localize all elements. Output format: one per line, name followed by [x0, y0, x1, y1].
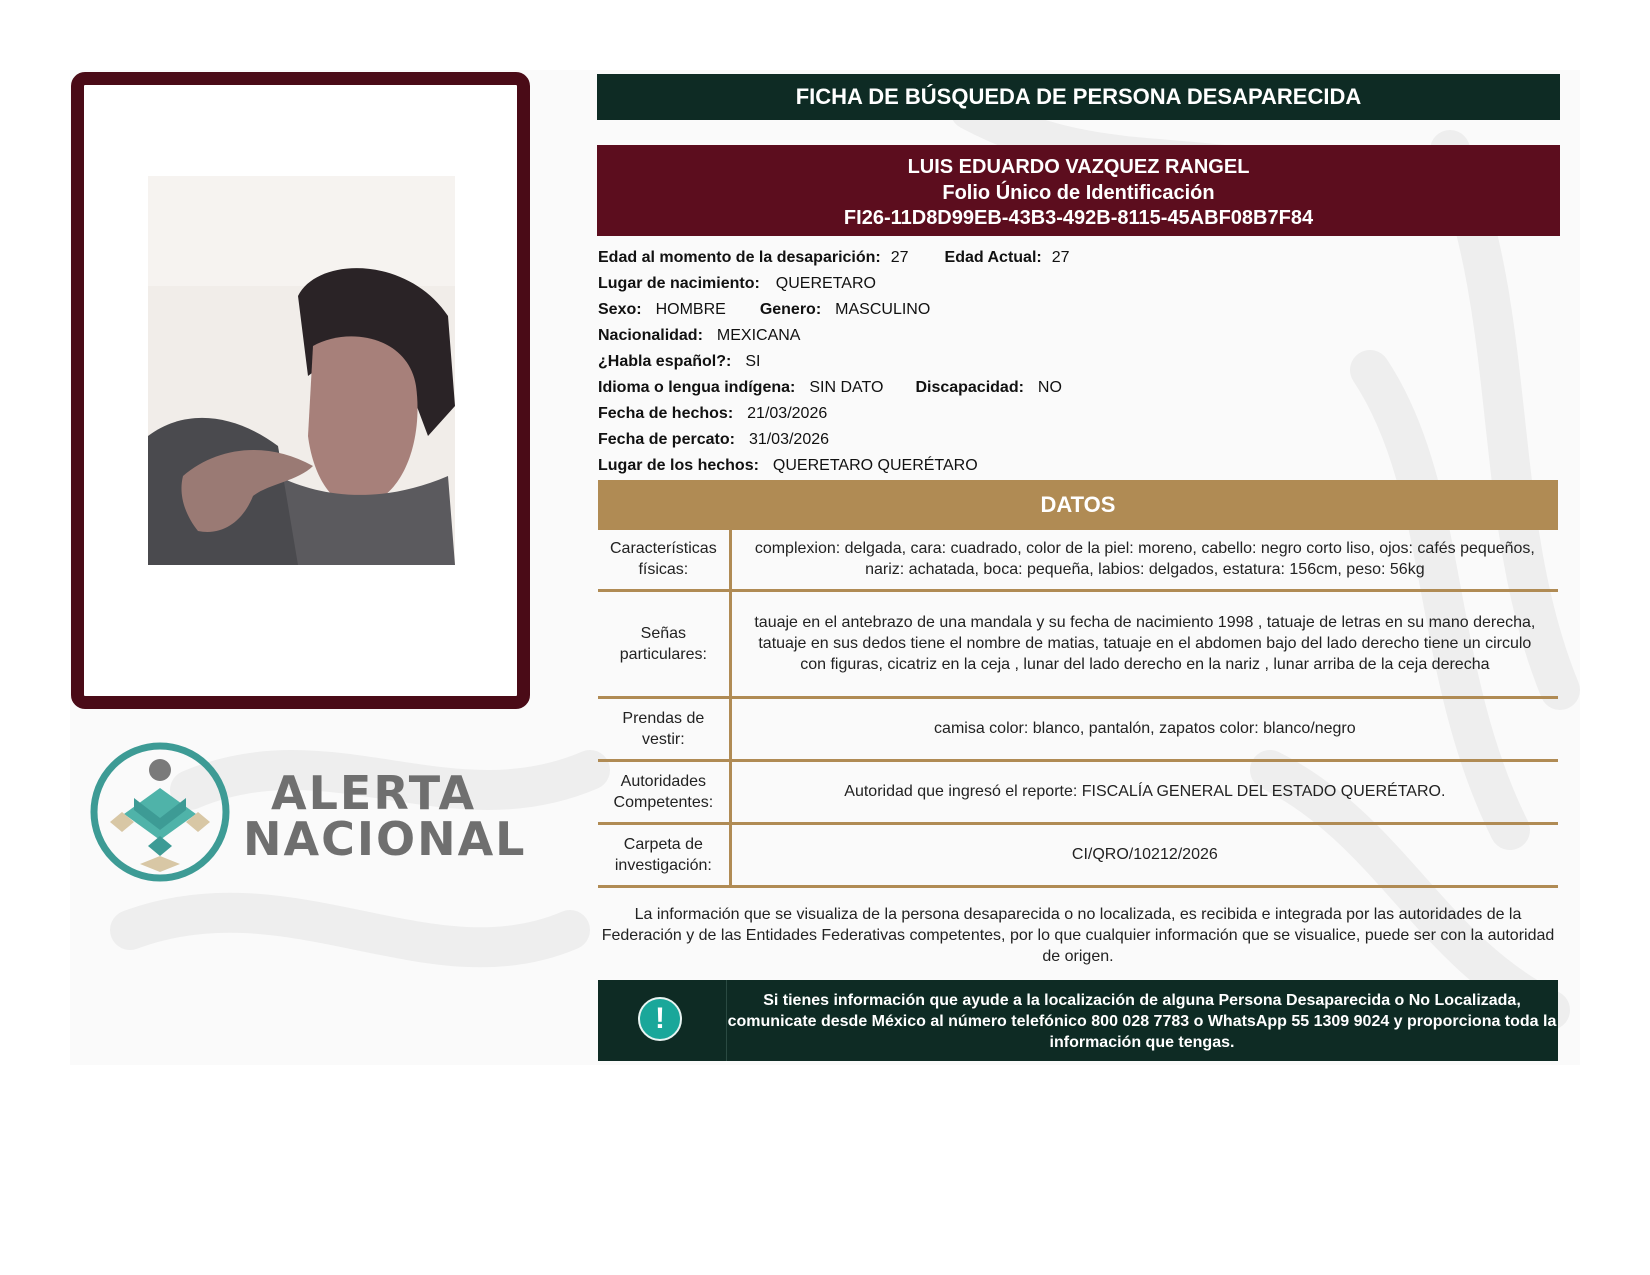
alerta-nacional-emblem-icon [88, 740, 233, 885]
person-details [598, 245, 1558, 479]
autoridades-value: Autoridad que ingresó el reporte: FISCALÍA GENERAL DEL ESTADO QUERÉTARO. [730, 760, 1558, 823]
lugar-nacimiento-value: QUERETARO [775, 275, 876, 292]
folio-value: FI26-11D8D99EB-43B3-492B-8115-45ABF08B7F84 [843, 207, 1314, 229]
exclamation-icon: ! [638, 997, 682, 1041]
habla-espanol-value: SI [745, 353, 761, 370]
detail-row-lugar-nacimiento [598, 271, 1558, 297]
fecha-percato-value: 31/03/2026 [748, 431, 830, 448]
person-photo [148, 176, 455, 565]
genero-label: Genero: [759, 301, 822, 318]
contact-icon-cell [598, 980, 727, 1061]
prendas-value: camisa color: blanco, pantalón, zapatos color: blanco/negro [730, 697, 1558, 760]
detail-row-edad [598, 245, 1558, 271]
carpeta-value: CI/QRO/10212/2026 [730, 823, 1558, 886]
edad-actual-label: Edad Actual: [944, 249, 1042, 266]
contact-message: Si tienes información que ayude a la localización de alguna Persona Desaparecida o No Localizada, comunicate desde México al número telefónico 800 028 7783 o WhatsApp 55 1309 9024 y proporciona toda la información que tengas. [727, 992, 1557, 1051]
genero-value: MASCULINO [835, 301, 931, 318]
table-row [598, 697, 1558, 760]
prendas-label: Prendas de vestir: [598, 697, 730, 760]
datos-heading: DATOS [598, 480, 1558, 530]
nacionalidad-value: MEXICANA [716, 327, 801, 344]
table-row [598, 823, 1558, 886]
detail-row-idioma [598, 375, 1558, 401]
edad-desaparicion-label: Edad al momento de la desaparición: [598, 249, 881, 266]
logo-line-1: ALERTA [271, 766, 477, 820]
senas-label: Señas particulares: [598, 590, 730, 697]
discapacidad-value: NO [1037, 379, 1062, 396]
idioma-value: SIN DATO [809, 379, 884, 396]
datos-table [598, 530, 1558, 888]
edad-desaparicion-value: 27 [890, 249, 909, 266]
disclaimer-text: La información que se visualiza de la persona desaparecida o no localizada, es recibida e integrada por las autoridades de la Federación y de las Entidades Federativas competentes, por lo que cualquier información que se visualice, puede ser con la autoridad de origen. [601, 906, 1555, 965]
detail-row-habla-espanol [598, 349, 1558, 375]
fecha-percato-label: Fecha de percato: [598, 431, 735, 448]
person-name: LUIS EDUARDO VAZQUEZ RANGEL [907, 156, 1250, 178]
habla-espanol-label: ¿Habla español?: [598, 353, 732, 370]
person-name-box [597, 145, 1560, 236]
sexo-label: Sexo: [598, 301, 642, 318]
lugar-hechos-label: Lugar de los hechos: [598, 457, 759, 474]
lugar-nacimiento-label: Lugar de nacimiento: [598, 275, 760, 292]
idioma-label: Idioma o lengua indígena: [598, 379, 796, 396]
fecha-hechos-value: 21/03/2026 [747, 405, 828, 422]
fecha-hechos-label: Fecha de hechos: [598, 405, 734, 422]
detail-row-fecha-percato [598, 427, 1558, 453]
table-row [598, 760, 1558, 823]
autoridades-label: Autoridades Competentes: [598, 760, 730, 823]
table-row [598, 530, 1558, 590]
detail-row-sexo [598, 297, 1558, 323]
sexo-value: HOMBRE [655, 301, 726, 318]
detail-row-lugar-hechos [598, 453, 1558, 479]
detail-row-nacionalidad [598, 323, 1558, 349]
lugar-hechos-value: QUERETARO QUERÉTARO [772, 457, 978, 474]
alerta-nacional-logo [88, 740, 527, 885]
page-title: FICHA DE BÚSQUEDA DE PERSONA DESAPARECIDA [597, 74, 1560, 120]
nacionalidad-label: Nacionalidad: [598, 327, 703, 344]
edad-actual-value: 27 [1051, 249, 1070, 266]
table-row [598, 590, 1558, 697]
contact-banner [598, 980, 1558, 1061]
discapacidad-label: Discapacidad: [915, 379, 1024, 396]
carpeta-label: Carpeta de investigación: [598, 823, 730, 886]
caracteristicas-value: complexion: delgada, cara: cuadrado, color de la piel: moreno, cabello: negro corto liso, ojos: cafés pequeños, nariz: achatada, boca: pequeña, labios: delgados, estatura: 156cm, peso: 56kg [730, 530, 1558, 590]
senas-value: tauaje en el antebrazo de una mandala y su fecha de nacimiento 1998 , tatuaje de letras en su mano derecha, tatuaje en sus dedos tiene el nombre de matias, tatuaje en el abdomen bajo del lado derecho tiene un circulo con figuras, cicatriz en la ceja , lunar del lado derecho en la nariz , lunar arriba de la ceja derecha [730, 590, 1558, 697]
logo-line-2: NACIONAL [243, 812, 527, 866]
caracteristicas-label: Características físicas: [598, 530, 730, 590]
folio-label: Folio Único de Identificación [942, 181, 1215, 204]
detail-row-fecha-hechos [598, 401, 1558, 427]
